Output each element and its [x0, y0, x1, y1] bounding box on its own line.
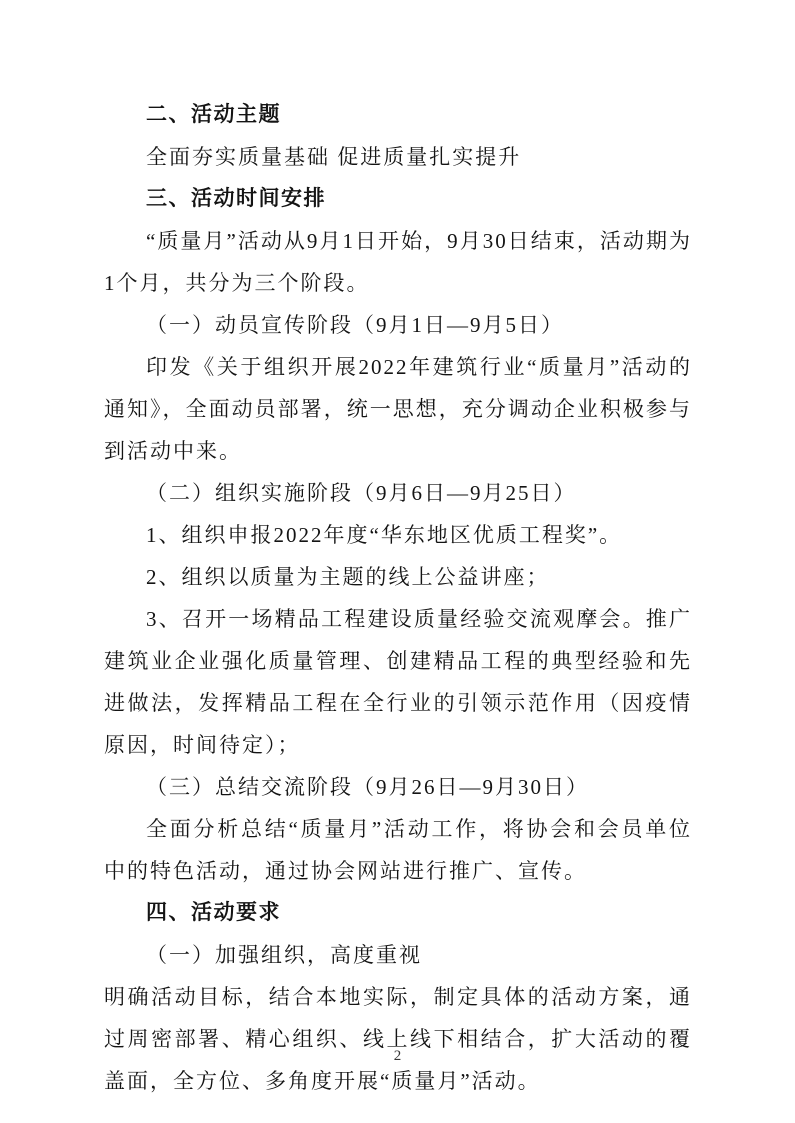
document-body: [104, 94, 692, 1102]
paragraph-requirement-1-detail: 明确活动目标，结合本地实际，制定具体的活动方案，通过周密部署、精心组织、线上线下相结合，扩大活动的覆盖面，全方位、多角度开展“质量月”活动。: [104, 985, 692, 1093]
section-heading-activity-theme: 二、活动主题: [146, 103, 281, 126]
list-item-1: 1、组织申报2022年度“华东地区优质工程奖”。: [146, 523, 623, 547]
page-number: 2: [393, 1048, 402, 1064]
list-item-3: 3、召开一场精品工程建设质量经验交流观摩会。推广建筑业企业强化质量管理、创建精品工程的典型经验和先进做法，发挥精品工程在全行业的引领示范作用（因疫情原因，时间待定）；: [104, 607, 692, 757]
list-item-2: 2、组织以质量为主题的线上公益讲座；: [146, 565, 550, 589]
paragraph-phase-1-detail: 印发《关于组织开展2022年建筑行业“质量月”活动的通知》，全面动员部署，统一思想，充分调动企业积极参与到活动中来。: [104, 355, 692, 463]
subsection-requirement-1: （一）加强组织，高度重视: [146, 943, 422, 967]
subsection-phase-2: （二）组织实施阶段（9月6日—9月25日）: [146, 481, 577, 505]
subsection-phase-3: （三）总结交流阶段（9月26日—9月30日）: [146, 775, 589, 799]
paragraph-schedule-overview: “质量月”活动从9月1日开始，9月30日结束，活动期为1个月，共分为三个阶段。: [104, 229, 692, 295]
paragraph-theme-slogan: 全面夯实质量基础 促进质量扎实提升: [146, 145, 522, 169]
paragraph-phase-3-detail: 全面分析总结“质量月”活动工作，将协会和会员单位中的特色活动，通过协会网站进行推广、宣传。: [104, 817, 692, 883]
section-heading-schedule: 三、活动时间安排: [146, 187, 326, 210]
section-heading-requirements: 四、活动要求: [146, 901, 281, 924]
subsection-phase-1: （一）动员宣传阶段（9月1日—9月5日）: [146, 313, 564, 337]
